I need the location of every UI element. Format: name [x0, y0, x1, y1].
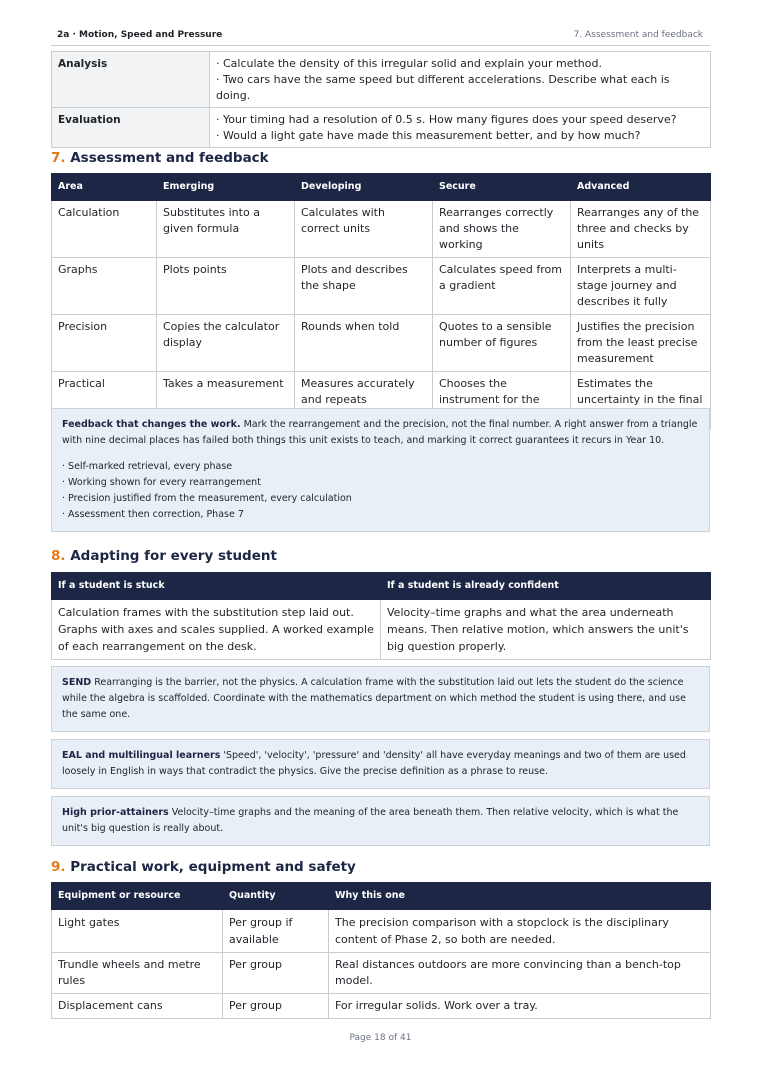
header-rule [51, 45, 710, 46]
callout-lead: High prior-attainers [62, 807, 169, 818]
callout-lead: SEND [62, 677, 92, 688]
table-header-row [52, 573, 711, 600]
running-header [51, 29, 710, 43]
table-cell: The precision comparison with a stopclock is the disciplinary content of Phase 2, so both are needed. [329, 910, 711, 953]
table-cell: Graphs [52, 258, 157, 315]
table-row [52, 953, 711, 994]
table-row [52, 315, 711, 372]
question-line: · Calculate the density of this irregular solid and explain your method. [216, 57, 602, 70]
table-row [52, 258, 711, 315]
table-header-row [52, 174, 711, 201]
send-callout [51, 666, 710, 732]
list-item: · Assessment then correction, Phase 7 [62, 509, 244, 520]
table-cell: Justifies the precision from the least precise measurement [571, 315, 711, 372]
callout-body: Mark the rearrangement and the precision, not the final number. A right answer from a triangle with nine decimal places has failed both things this unit exists to teach, and marking it correct guarantees it recurs in Year 10. [62, 419, 698, 446]
table-cell: Velocity–time graphs and what the area underneath means. Then relative motion, which answers the unit's big question properly. [381, 600, 711, 660]
table-cell: Calculates speed from a gradient [433, 258, 571, 315]
section-title: Practical work, equipment and safety [70, 859, 356, 875]
table-cell: Interprets a multi-stage journey and describes it fully [571, 258, 711, 315]
adaptation-table [51, 572, 711, 660]
section-title: Adapting for every student [70, 548, 277, 564]
column-header: If a student is stuck [52, 573, 381, 600]
table-cell: Chooses the instrument for the [433, 372, 571, 429]
table-row [52, 600, 711, 660]
question-types-table [51, 51, 711, 148]
table-row [52, 108, 711, 148]
row-label: Evaluation [52, 108, 210, 148]
assessment-rubric-table [51, 173, 711, 429]
column-header: Secure [433, 174, 571, 201]
column-header: Emerging [157, 174, 295, 201]
table-cell: Plots points [157, 258, 295, 315]
table-cell: Rearranges any of the three and checks by units [571, 201, 711, 258]
table-row [52, 910, 711, 953]
header-unit-title: 2a · Motion, Speed and Pressure [57, 30, 223, 40]
callout-body: Rearranging is the barrier, not the physics. A calculation frame with the substitution laid out lets the student do the science while the algebra is scaffolded. Coordinate with the mathematics department on which method the student is using there, and use the same one. [62, 677, 686, 720]
callout-text [62, 417, 699, 449]
question-line: · Your timing had a resolution of 0.5 s. How many figures does your speed deserve? [216, 113, 677, 126]
table-cell: Calculation [52, 201, 157, 258]
section-number: 9. [51, 859, 66, 875]
list-item: · Self-marked retrieval, every phase [62, 461, 233, 472]
eal-callout [51, 739, 710, 789]
table-row [52, 994, 711, 1019]
table-cell: Rounds when told [295, 315, 433, 372]
row-label: Analysis [52, 52, 210, 108]
callout-body: 'Speed', 'velocity', 'pressure' and 'density' all have everyday meanings and two of them are used loosely in English in ways that contradict the physics. Give the precise definition as a phrase to reuse. [62, 750, 686, 777]
question-line: · Would a light gate have made this measurement better, and by how much? [216, 129, 641, 142]
header-section-title: 7. Assessment and feedback [573, 30, 703, 40]
column-header: Area [52, 174, 157, 201]
table-cell: Substitutes into a given formula [157, 201, 295, 258]
callout-body: Velocity–time graphs and the meaning of the area beneath them. Then relative velocity, which is what the unit's big question is really about. [62, 807, 679, 834]
column-header: Developing [295, 174, 433, 201]
table-row [52, 52, 711, 108]
table-cell: Estimates the uncertainty in the final [571, 372, 711, 429]
table-cell: Calculation frames with the substitution step laid out. Graphs with axes and scales supplied. A worked example of each rearrangement on the desk. [52, 600, 381, 660]
section-heading [51, 858, 356, 876]
column-header: Equipment or resource [52, 883, 223, 910]
table-cell: Real distances outdoors are more convincing than a bench-top model. [329, 953, 711, 994]
page-number: Page 18 of 41 [349, 1033, 412, 1043]
callout-lead: Feedback that changes the work. [62, 419, 241, 430]
table-cell: For irregular solids. Work over a tray. [329, 994, 711, 1019]
column-header: Quantity [223, 883, 329, 910]
table-cell: Trundle wheels and metre rules [52, 953, 223, 994]
equipment-table [51, 882, 711, 1019]
table-cell: Precision [52, 315, 157, 372]
question-line: · Two cars have the same speed but different accelerations. Describe what each is doing. [216, 73, 670, 102]
table-cell: Per group [223, 994, 329, 1019]
table-cell: Per group if available [223, 910, 329, 953]
column-header: Advanced [571, 174, 711, 201]
table-cell: Practical [52, 372, 157, 429]
list-item: · Precision justified from the measurement, every calculation [62, 493, 352, 504]
table-cell: Takes a measurement [157, 372, 295, 429]
question-cell [210, 52, 711, 108]
table-cell: Per group [223, 953, 329, 994]
section-heading [51, 149, 269, 167]
column-header: If a student is already confident [381, 573, 711, 600]
high-attainers-callout [51, 796, 710, 846]
section-number: 7. [51, 150, 66, 166]
table-cell: Rearranges correctly and shows the working [433, 201, 571, 258]
table-cell: Quotes to a sensible number of figures [433, 315, 571, 372]
table-row [52, 201, 711, 258]
table-cell: Copies the calculator display [157, 315, 295, 372]
table-cell: Light gates [52, 910, 223, 953]
section-number: 8. [51, 548, 66, 564]
table-cell: Displacement cans [52, 994, 223, 1019]
feedback-callout [51, 408, 710, 532]
question-cell [210, 108, 711, 148]
section-title: Assessment and feedback [70, 150, 269, 166]
table-header-row [52, 883, 711, 910]
table-cell: Measures accurately and repeats [295, 372, 433, 429]
callout-lead: EAL and multilingual learners [62, 750, 221, 761]
column-header: Why this one [329, 883, 711, 910]
list-item: · Working shown for every rearrangement [62, 477, 261, 488]
table-cell: Calculates with correct units [295, 201, 433, 258]
feedback-list [62, 459, 699, 523]
section-heading [51, 547, 277, 565]
table-cell: Plots and describes the shape [295, 258, 433, 315]
